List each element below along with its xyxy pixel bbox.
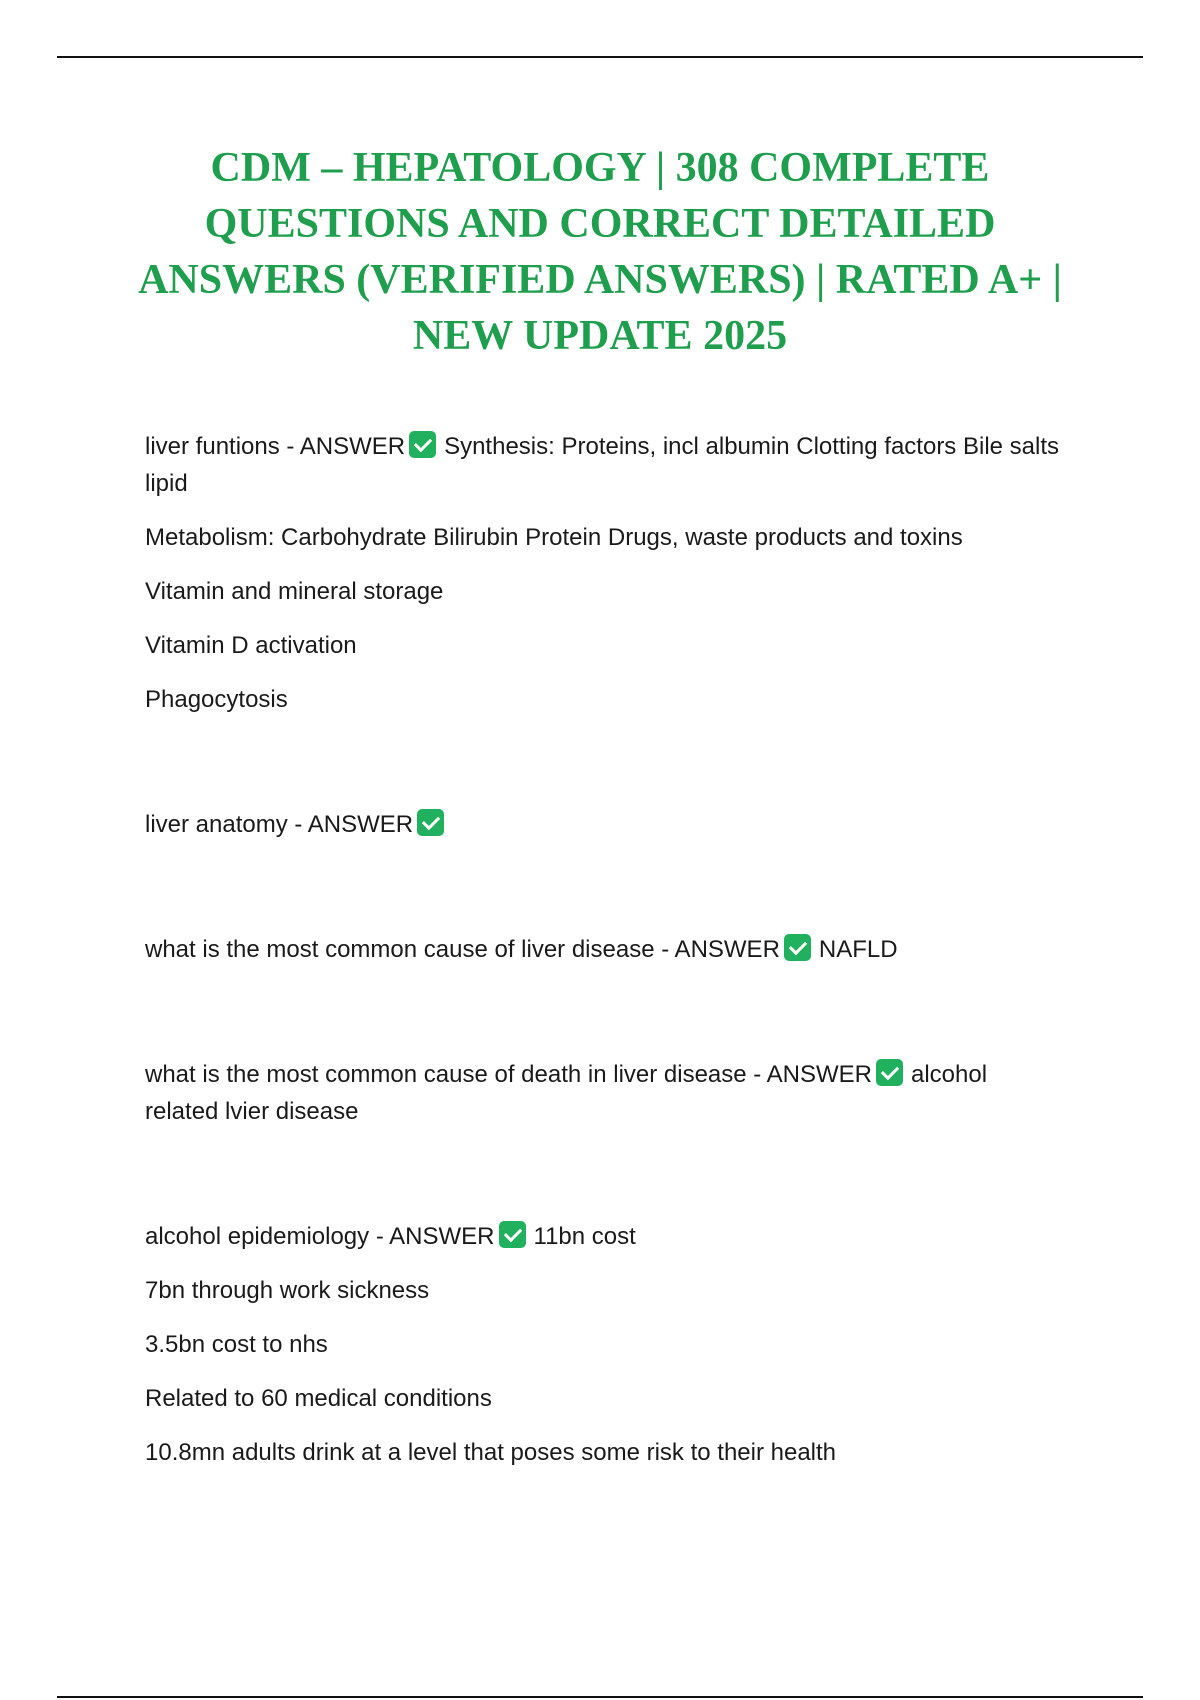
question-text: liver anatomy - ANSWER	[145, 811, 414, 838]
answer-line: Vitamin and mineral storage	[145, 578, 444, 605]
qa-content	[145, 428, 1065, 1471]
checkmark-icon	[784, 934, 811, 961]
answer-text: NAFLD	[818, 936, 898, 963]
top-rule	[57, 56, 1143, 58]
answer-line: Vitamin D activation	[145, 632, 357, 659]
checkmark-icon	[409, 431, 436, 458]
answer-line: Related to 60 medical conditions	[145, 1385, 492, 1412]
question-text: alcohol epidemiology - ANSWER	[145, 1223, 495, 1250]
answer-line: Metabolism: Carbohydrate Bilirubin Protein Drugs, waste products and toxins	[145, 524, 963, 551]
question-text: liver funtions - ANSWER	[145, 433, 406, 460]
qa-item-common-cause	[145, 931, 1065, 968]
answer-line: Phagocytosis	[145, 686, 288, 713]
question-text: what is the most common cause of death in liver disease - ANSWER	[145, 1061, 872, 1088]
bottom-rule	[57, 1696, 1143, 1698]
qa-item-alcohol-epidemiology	[145, 1218, 1065, 1255]
answer-text: Synthesis: Proteins, incl albumin Clotting factors Bile salts lipid	[145, 433, 1060, 497]
answer-line: 7bn through work sickness	[145, 1277, 430, 1304]
qa-item-liver-functions	[145, 428, 1065, 502]
answer-text: alcohol related lvier disease	[145, 1061, 988, 1125]
answer-line: 3.5bn cost to nhs	[145, 1331, 328, 1358]
checkmark-icon	[499, 1221, 526, 1248]
document-title: CDM – HEPATOLOGY | 308 COMPLETE QUESTIONS AND CORRECT DETAILED ANSWERS (VERIFIED ANSWERS) | RATED A+ | NEW UPDATE 2025	[138, 145, 1062, 359]
qa-item-cause-of-death	[145, 1056, 1065, 1130]
checkmark-icon	[876, 1059, 903, 1086]
answer-line: 10.8mn adults drink at a level that poses some risk to their health	[145, 1439, 837, 1466]
question-text: what is the most common cause of liver disease - ANSWER	[145, 936, 780, 963]
checkmark-icon	[417, 809, 444, 836]
qa-item-liver-anatomy	[145, 806, 1065, 843]
answer-text: 11bn cost	[533, 1223, 636, 1250]
